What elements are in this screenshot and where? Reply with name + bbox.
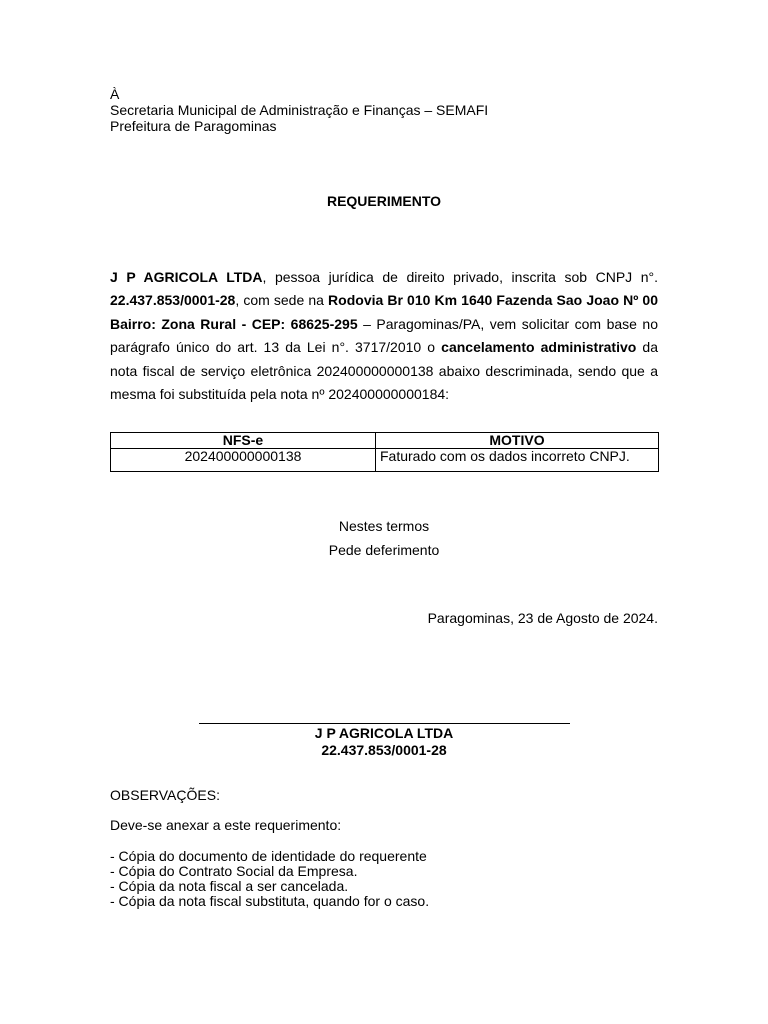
- table-row: [111, 449, 659, 472]
- list-item: - Cópia do Contrato Social da Empresa.: [110, 863, 358, 879]
- address-line-1: À: [110, 86, 120, 102]
- invoice-table: [110, 432, 659, 472]
- table-header-row: [111, 433, 659, 449]
- body-text-3: – Paragominas/PA, vem solicitar com base no parágrafo único do art. 13 da Lei n°. 3717/2010 o: [110, 315, 659, 356]
- body-text-1: , pessoa jurídica de direito privado, inscrita sob CNPJ n°.: [262, 269, 658, 285]
- column-header-motivo: MOTIVO: [376, 433, 659, 449]
- signature-cnpj: 22.437.853/0001-28: [321, 742, 447, 758]
- recipient-address: [110, 86, 488, 134]
- attachments-list: [110, 849, 429, 909]
- list-item: - Cópia do documento de identidade do requerente: [110, 848, 427, 864]
- company-cnpj: 22.437.853/0001-28: [110, 292, 236, 309]
- company-name: J P AGRICOLA LTDA: [110, 269, 263, 285]
- document-title: REQUERIMENTO: [326, 193, 442, 209]
- closing-line-1: Nestes termos: [338, 518, 430, 534]
- observations-heading: OBSERVAÇÕES:: [110, 787, 220, 803]
- cell-nfse-number: 202400000000138: [111, 449, 376, 472]
- list-item: - Cópia da nota fiscal a ser cancelada.: [110, 878, 349, 894]
- list-item: - Cópia da nota fiscal substituta, quando for o caso.: [110, 893, 430, 909]
- place-and-date: Paragominas, 23 de Agosto de 2024.: [427, 610, 658, 626]
- body-text-2: , com sede na: [235, 292, 329, 309]
- closing-line-2: Pede deferimento: [328, 542, 440, 558]
- address-line-2: Secretaria Municipal de Administração e Finanças – SEMAFI: [110, 102, 489, 118]
- address-line-3: Prefeitura de Paragominas: [110, 118, 277, 134]
- observations-intro: Deve-se anexar a este requerimento:: [110, 817, 342, 833]
- column-header-nfse: NFS-e: [111, 433, 376, 449]
- signature-line: [199, 723, 570, 724]
- request-paragraph: [110, 266, 658, 406]
- requested-action: cancelamento administrativo: [441, 339, 637, 356]
- company-address: Rodovia Br 010 Km 1640 Fazenda Sao Joao Nº 00 Bairro: Zona Rural - CEP: 68625-295: [110, 292, 659, 332]
- signature-name: J P AGRICOLA LTDA: [314, 725, 454, 741]
- body-text-4: da nota fiscal de serviço eletrônica 202400000000138 abaixo descriminada, sendo que a mesma foi substituída pela nota nº 202400000000184:: [110, 339, 658, 403]
- cell-motivo: Faturado com os dados incorreto CNPJ.: [376, 449, 659, 472]
